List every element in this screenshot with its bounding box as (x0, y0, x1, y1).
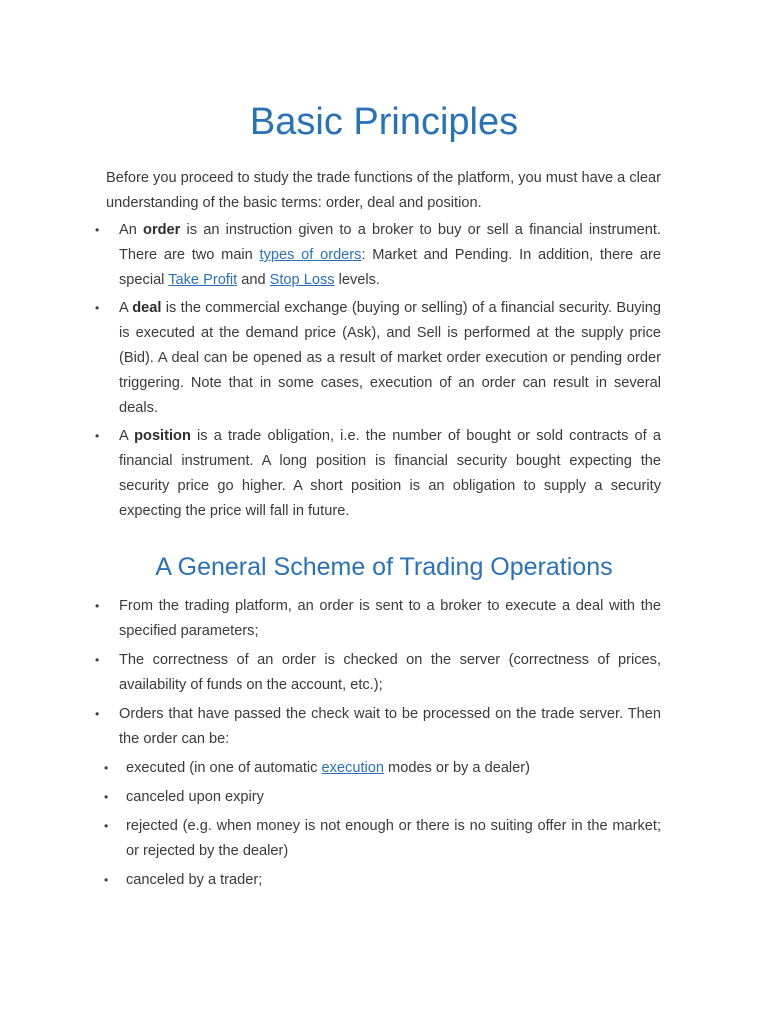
bullet-icon: • (104, 761, 109, 775)
bullet-icon: • (95, 301, 100, 315)
terms-list (95, 218, 662, 527)
outcomes-list (104, 756, 661, 897)
page-title: Basic Principles (249, 101, 519, 143)
link-take-profit[interactable]: Take Profit (168, 272, 238, 288)
bullet-icon: • (95, 707, 100, 721)
intro-paragraph: Before you proceed to study the trade functions of the platform, you must have a clear understanding of the basic terms: order, deal and position. (106, 170, 661, 211)
bullet-icon: • (104, 790, 109, 804)
bullet-icon: • (95, 429, 100, 443)
list-item-order: • An order is an instruction given to a broker to buy or sell a financial instrument. There are two main types of orders: Market and Pending. In addition, there are special Take Profit and Stop Loss levels. (119, 218, 661, 293)
link-execution[interactable]: execution (321, 760, 384, 776)
bullet-icon: • (104, 873, 109, 887)
term-position: position (134, 428, 191, 444)
term-deal: deal (132, 300, 162, 316)
link-stop-loss[interactable]: Stop Loss (269, 272, 335, 288)
bullet-icon: • (95, 653, 100, 667)
list-item: • rejected (e.g. when money is not enough or there is no suiting offer in the market; or rejected by the dealer) (126, 814, 661, 864)
bullet-icon: • (95, 599, 100, 613)
list-item: • Orders that have passed the check wait to be processed on the trade server. Then the order can be: (119, 702, 661, 752)
list-item: • The correctness of an order is checked on the server (correctness of prices, availability of funds on the account, etc.); (119, 648, 661, 698)
list-item: • From the trading platform, an order is sent to a broker to execute a deal with the specified parameters; (119, 594, 661, 644)
bullet-icon: • (104, 819, 109, 833)
bullet-icon: • (95, 223, 100, 237)
section-heading: A General Scheme of Trading Operations (155, 553, 613, 581)
list-item: • executed (in one of automatic execution modes or by a dealer) (126, 756, 661, 781)
list-item-position: • A position is a trade obligation, i.e. the number of bought or sold contracts of a financial instrument. A long position is financial security bought expecting the security price go higher. A short position is an obligation to supply a security expecting the price will fall in future. (119, 424, 661, 524)
link-types-of-orders[interactable]: types of orders (259, 247, 362, 263)
scheme-list (95, 594, 661, 756)
list-item: • canceled upon expiry (126, 785, 661, 810)
list-item: • canceled by a trader; (126, 868, 661, 893)
list-item-deal: • A deal is the commercial exchange (buying or selling) of a financial security. Buying is executed at the demand price (Ask), and Sell is performed at the supply price (Bid). A deal can be opened as a result of market order execution or pending order triggering. Note that in some cases, execution of an order can result in several deals. (119, 296, 661, 421)
term-order: order (143, 222, 181, 238)
